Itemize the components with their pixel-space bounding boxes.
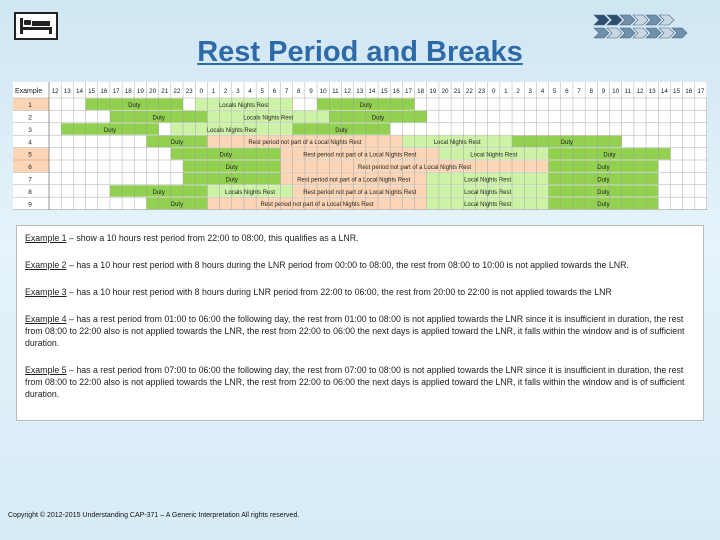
example-label: Example 5 [25,365,67,375]
hour-header: 9 [309,88,313,95]
hour-header: 10 [612,88,620,95]
hour-header: 12 [636,88,644,95]
bar-label: Duty [371,115,385,122]
hour-header: 16 [100,88,108,95]
row-label: 9 [28,201,32,209]
hour-header: 13 [356,88,364,95]
bar-label: Duty [225,165,238,171]
hour-header: 12 [344,88,352,95]
hour-header: 14 [75,88,83,95]
bar-label: Local Nights Rest [464,177,512,184]
hour-header: 13 [63,88,71,95]
bar-label: Local Nights Rest [464,202,512,209]
header-label: Example [15,88,43,95]
hour-header: 20 [149,88,157,95]
example-note [25,259,695,271]
bar-label: Rest period not part of a Local Nights Rest [303,189,417,196]
hour-header: 21 [453,88,461,95]
hour-header: 7 [284,88,289,95]
row-label: 8 [28,188,32,196]
hour-header: 8 [589,88,593,95]
bar-label: Local Nights Rest [470,152,518,159]
hour-header: 20 [441,88,449,95]
hour-header: 23 [185,88,193,95]
row-label: 5 [28,151,32,159]
bar-label: Locals Nights Rest [218,103,269,109]
bar-label: Duty [560,140,574,147]
hour-header: 22 [173,88,181,95]
hour-header: 6 [272,88,277,95]
hour-header: 15 [380,88,388,95]
bar-label: Duty [170,202,184,209]
bar-label: Duty [225,177,238,184]
bar-label: Rest period not part of a Local Nights Rest [297,177,411,184]
bar-label: Locals Nights Rest [243,115,294,122]
hour-header: 10 [319,88,327,95]
bar-label: Duty [597,202,610,209]
bar-label: Duty [597,165,610,171]
hour-header: 17 [404,88,412,95]
hour-header: 2 [223,88,228,95]
example-label: Example 3 [25,287,67,297]
hour-header: 19 [429,88,437,95]
hour-header: 6 [565,88,569,95]
example-text: – has a 10 hour rest period with 8 hours during the LNR period from 00:00 to 08:00, the rest from 08:00 to 10:00 is not applied towards the LNR. [66,260,629,270]
bar-label: Duty [103,127,117,134]
hour-header: 14 [368,88,376,95]
hour-header: 1 [504,88,508,95]
hour-header: 16 [685,88,693,95]
footer-copyright: Copyright © 2012-2015 Understanding CAP-371 – A Generic Interpretation All rights reserved. [8,512,300,519]
example-note [25,286,695,298]
hour-header: 12 [51,88,59,95]
hour-header: 1 [211,88,216,95]
bar-label: Duty [152,189,165,196]
bar-label: Locals Nights Rest [225,189,276,196]
hour-header: 21 [161,88,169,95]
example-label: Example 2 [25,260,67,270]
bar-label: Rest period not part of a Local Nights Rest [260,202,374,209]
hour-header: 13 [648,88,656,95]
example-text: – has a rest period from 07:00 to 06:00 the following day, the rest from 07:00 to 08:00 is not applied towards the LNR since it is insufficient in duration, the rest from 08:00 to 22:00 also is not applied towards the LNR, the rest from 22:00 to 06:00 the next days is applied toward the LNR, it falls within the window and is of sufficient duration. [25,365,685,399]
chevron-shape [594,15,609,25]
hour-header: 2 [516,88,520,95]
bar-label: Local Nights Rest [433,140,481,147]
row-label: 1 [28,102,32,110]
hour-header: 17 [697,88,705,95]
hour-header: 23 [478,88,486,95]
hour-header: 11 [332,88,339,95]
bar-label: Rest period not part of a Local Nights Rest [303,152,417,159]
example-note [25,364,695,400]
bar-label: Duty [603,152,616,159]
hour-header: 16 [392,88,400,95]
example-label: Example 1 [25,233,67,243]
example-text: – has a rest period from 01:00 to 06:00 the following day, the rest from 01:00 to 08:00 is not applied towards the LNR since it is insufficient in duration, the rest from 08:00 to 22:00 also is not applied towards the LNR, the rest from 22:00 to 06:00 the next days is applied toward the LNR, it falls within the window and is of sufficient duration. [25,314,685,348]
bar-label: Duty [219,152,232,159]
bar-label: Duty [335,127,348,134]
hour-header: 8 [297,88,301,95]
hour-header: 15 [673,88,681,95]
hour-header: 11 [624,88,632,95]
hour-header: 4 [248,88,252,95]
example-label: Example 4 [25,314,67,324]
bar-label: Duty [128,103,141,109]
example-text: – show a 10 hours rest period from 22:00 to 08:00, this qualifies as a LNR. [66,233,359,243]
bar-label: Duty [597,189,610,196]
bar-label: Rest period not part of a Local Nights Rest [248,140,362,147]
hour-header: 3 [236,88,240,95]
bar-label: Duty [152,115,165,122]
hour-header: 22 [465,88,473,95]
example-note [25,313,695,349]
row-label: 2 [28,114,32,122]
hour-header: 3 [528,88,533,95]
hour-header: 0 [199,88,204,95]
page-title: Rest Period and Breaks [197,36,523,68]
row-label: 3 [28,126,32,134]
hour-header: 9 [601,88,606,95]
hour-header: 18 [124,88,132,95]
row-label: 6 [28,164,32,172]
row-label: 4 [28,139,32,147]
hour-header: 5 [260,88,264,95]
bar-label: Duty [597,177,610,184]
example-text: – has a 10 hour rest period with 8 hours during LNR period from 22:00 to 06:00, the rest from 20:00 to 22:00 is not applied towards the LNR [66,287,612,297]
hour-header: 7 [577,88,581,95]
hour-header: 14 [660,88,668,95]
schedule-table [13,82,707,210]
bar-label: Duty [170,140,184,147]
hour-header: 17 [112,88,120,95]
bar-label: Rest period not part of a Local Nights Rest [358,165,472,171]
hour-header: 15 [88,88,96,95]
hour-header: 18 [417,88,425,95]
bar-label: Locals Nights Rest [206,127,257,134]
hour-header: 0 [492,88,496,95]
row-label: 7 [28,176,32,184]
example-note [25,232,695,244]
hour-header: 19 [136,88,144,95]
bar-label: Local Nights Rest [464,189,512,196]
examples-notes [16,225,704,421]
hour-header: 4 [540,88,545,95]
bar-label: Duty [359,103,372,109]
hour-header: 5 [552,88,557,95]
